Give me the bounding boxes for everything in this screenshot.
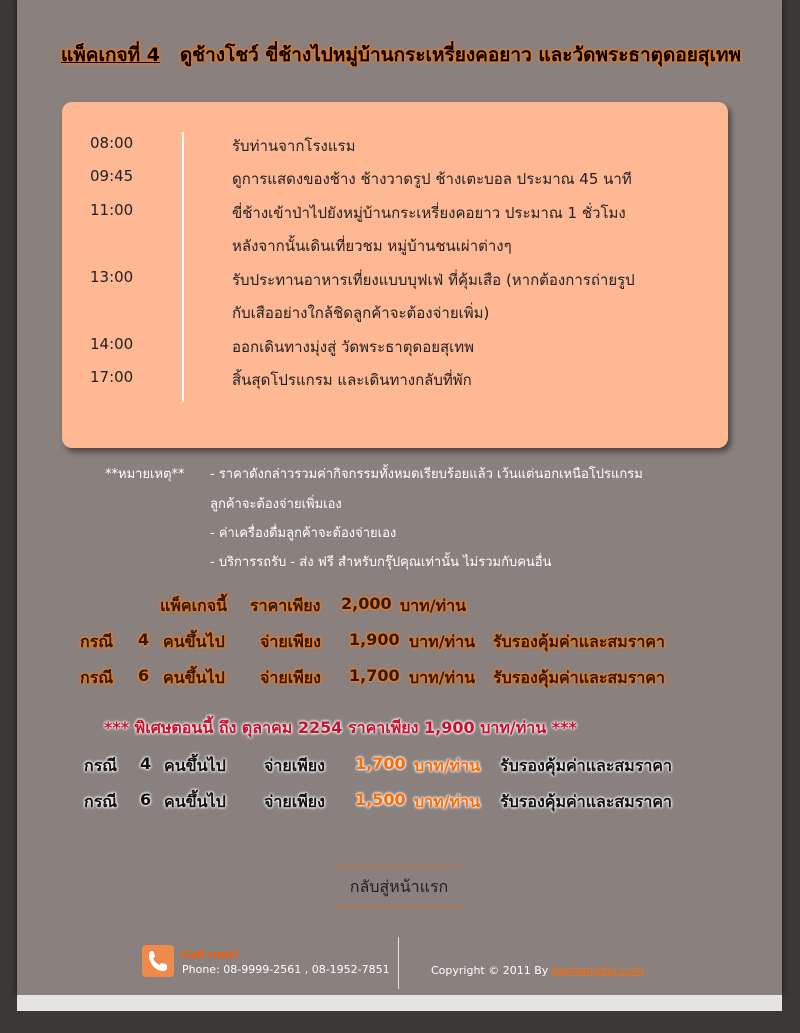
- phone-numbers: Phone: 08-9999-2561 , 08-1952-7851: [182, 963, 390, 976]
- note-line: - ราคาดังกล่าวรวมค่ากิจกรรมทั้งหมดเรียบร้อยแล้ว เว้นแต่นอกเหนือโปรแกรม: [210, 467, 643, 482]
- schedule-desc: กับเสืออย่างใกล้ชิดลูกค้าจะต้องจ่ายเพิ่ม): [232, 304, 490, 322]
- group-case: กรณี: [80, 632, 114, 651]
- base-price-unit: บาท/ท่าน: [400, 596, 466, 615]
- phone-icon: [142, 945, 174, 977]
- package-title-text: ดูช้างโชว์ ขี่ช้างไปหมู่บ้านกระเหรี่ยงคอยาว และวัดพระธาตุดอยสุเทพ: [179, 44, 742, 66]
- group-case: กรณี: [80, 668, 114, 687]
- site-link[interactable]: banhangdoi.com: [551, 964, 644, 977]
- footer-divider: [398, 937, 399, 989]
- promo-case: กรณี: [84, 792, 118, 811]
- page-title: [61, 40, 781, 70]
- footer-bar: [17, 995, 782, 1011]
- promo-pay: จ่ายเพียง: [264, 756, 325, 775]
- promo-price: 1,700: [355, 754, 406, 773]
- group-pay: จ่ายเพียง: [260, 632, 321, 651]
- group-unit: บาท/ท่าน: [409, 632, 475, 651]
- schedule-divider: [182, 132, 184, 402]
- group-count: 6: [138, 666, 150, 685]
- group-guarantee: รับรองคุ้มค่าและสมราคา: [493, 632, 665, 651]
- schedule-desc: ขี่ช้างเข้าป่าไปยังหมู่บ้านกระเหรี่ยงคอยาว ประมาณ 1 ชั่วโมง: [232, 204, 626, 222]
- copyright: [431, 964, 644, 977]
- promo-people: คนขึ้นไป: [164, 792, 226, 811]
- schedule-box: [62, 102, 728, 448]
- page-panel: [17, 0, 782, 995]
- group-pay: จ่ายเพียง: [260, 668, 321, 687]
- group-count: 4: [138, 630, 150, 649]
- group-price: 1,900: [349, 630, 400, 649]
- package-number: แพ็คเกจที่ 4: [61, 44, 160, 66]
- promo-unit: บาท/ท่าน: [414, 756, 480, 775]
- base-price-value: 2,000: [341, 594, 392, 613]
- schedule-desc: รับท่านจากโรงแรม: [232, 137, 356, 155]
- base-price-label: แพ็คเกจนี้: [160, 596, 228, 615]
- call-now-label: Call now!: [182, 948, 240, 961]
- schedule-desc: รับประทานอาหารเที่ยงแบบบุฟเฟ่ ที่คุ้มเสือ (หากต้องการถ่ายรูป: [232, 271, 635, 289]
- copyright-text: Copyright © 2011 By: [431, 964, 549, 977]
- promo-case: กรณี: [84, 756, 118, 775]
- group-guarantee: รับรองคุ้มค่าและสมราคา: [493, 668, 665, 687]
- schedule-desc: สิ้นสุดโปรแกรม และเดินทางกลับที่พัก: [232, 371, 472, 389]
- schedule-time: 13:00: [90, 268, 134, 286]
- group-price: 1,700: [349, 666, 400, 685]
- group-unit: บาท/ท่าน: [409, 668, 475, 687]
- promo-people: คนขึ้นไป: [164, 756, 226, 775]
- promo-count: 6: [140, 790, 152, 809]
- schedule-time: 14:00: [90, 335, 134, 353]
- schedule-time: 11:00: [90, 201, 134, 219]
- promo-unit: บาท/ท่าน: [414, 792, 480, 811]
- notes-label: **หมายเหตุ**: [105, 467, 185, 482]
- group-people: คนขึ้นไป: [163, 632, 225, 651]
- schedule-time: 17:00: [90, 368, 134, 386]
- promo-price: 1,500: [355, 790, 406, 809]
- schedule-time: 08:00: [90, 134, 134, 152]
- promo-headline: *** พิเศษตอนนี้ ถึง ตุลาคม 2254 ราคาเพียง 1,900 บาท/ท่าน ***: [104, 718, 577, 737]
- promo-guarantee: รับรองคุ้มค่าและสมราคา: [500, 756, 672, 775]
- back-to-home-link[interactable]: กลับสู่หน้าแรก: [336, 866, 462, 908]
- promo-pay: จ่ายเพียง: [264, 792, 325, 811]
- base-price-text: ราคาเพียง: [250, 596, 321, 615]
- promo-guarantee: รับรองคุ้มค่าและสมราคา: [500, 792, 672, 811]
- group-people: คนขึ้นไป: [163, 668, 225, 687]
- schedule-desc: ออกเดินทางมุ่งสู่ วัดพระธาตุดอยสุเทพ: [232, 338, 475, 356]
- note-line: - บริการรถรับ - ส่ง ฟรี สำหรับกรุ๊ปคุณเท่านั้น ไม่รวมกับคนอื่น: [210, 555, 552, 570]
- schedule-desc: ดูการแสดงของช้าง ช้างวาดรูป ช้างเตะบอล ประมาณ 45 นาที: [232, 170, 632, 188]
- schedule-desc: หลังจากนั้นเดินเที่ยวชม หมู่บ้านชนเผ่าต่างๆ: [232, 237, 512, 255]
- note-line: ลูกค้าจะต้องจ่ายเพิ่มเอง: [210, 497, 342, 512]
- schedule-time: 09:45: [90, 167, 134, 185]
- note-line: - ค่าเครื่องดื่มลูกค้าจะต้องจ่ายเอง: [210, 526, 397, 541]
- promo-count: 4: [140, 754, 152, 773]
